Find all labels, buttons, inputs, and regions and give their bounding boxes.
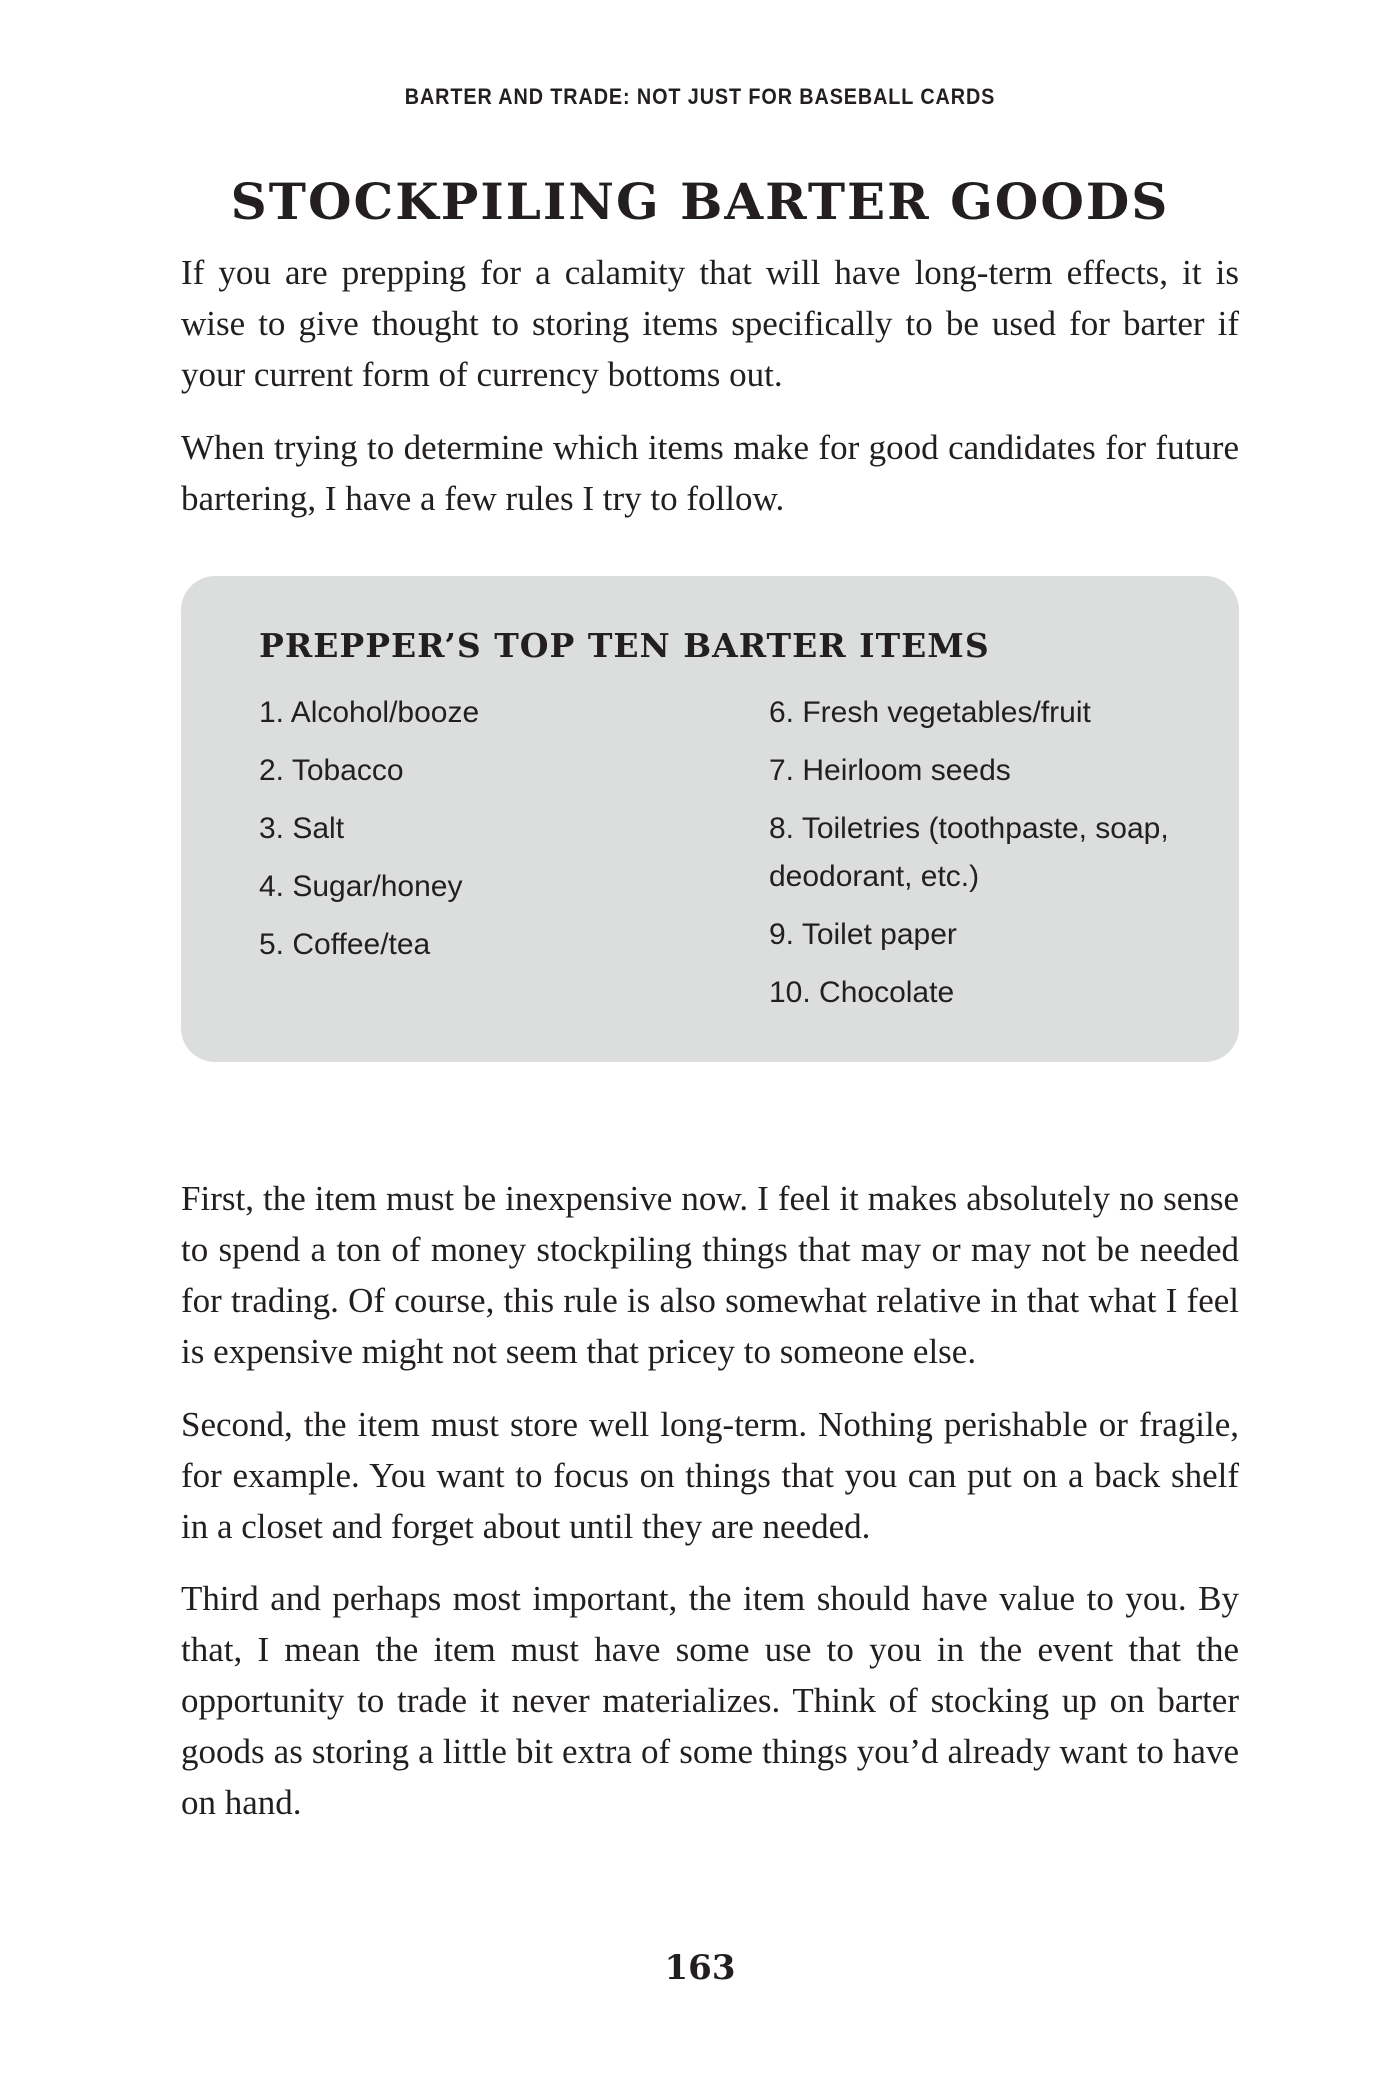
paragraph-rule-one: First, the item must be inexpensive now. I feel it makes absolutely no sense to spend a ton of money stockpiling things that may or may not be needed for trading. Of course, this rule is also somewhat relative in that what I feel is expensive might not seem that pricey to someone else. [181,1179,1239,1371]
list-item: 5. Coffee/tea [259,928,431,961]
paragraph-rule-two: Second, the item must store well long-term. Nothing perishable or fragile, for example. You want to focus on things that you can put on a back shelf in a closet and forget about until they are needed. [181,1405,1239,1546]
list-item: 6. Fresh vegetables/fruit [769,696,1091,729]
list-item: 1. Alcohol/booze [259,696,480,729]
barter-list-right [769,684,1189,1022]
list-item: 9. Toilet paper [769,918,957,951]
list-item: 10. Chocolate [769,976,955,1009]
barter-list-left [259,684,699,974]
section-title: STOCKPILING BARTER GOODS [230,172,1170,231]
paragraph-rule-three: Third and perhaps most important, the item should have value to you. By that, I mean the item must have some use to you in the event that the opportunity to trade it never materializes. Think of stocking up on barter goods as storing a little bit extra of some things you’d already want to have on hand. [181,1579,1239,1822]
sidebar-title: PREPPER’S TOP TEN BARTER ITEMS [259,626,990,665]
paragraph-intro: If you are prepping for a calamity that will have long-term effects, it is wise to give thought to storing items specifically to be used for barter if your current form of currency bottoms out. [181,253,1239,394]
running-head: BARTER AND TRADE: NOT JUST FOR BASEBALL CARDS [404,84,996,109]
list-item: 2. Tobacco [259,754,404,787]
paragraph-rules-intro: When trying to determine which items make for good candidates for future bartering, I have a few rules I try to follow. [181,428,1239,518]
page-number: 163 [664,1948,736,1988]
list-item: 7. Heirloom seeds [769,754,1011,787]
list-item: 8. Toiletries (toothpaste, soap, deodorant, etc.) [769,812,1169,893]
barter-items-sidebar [181,576,1239,1062]
list-item: 3. Salt [259,812,345,845]
list-item: 4. Sugar/honey [259,870,463,903]
